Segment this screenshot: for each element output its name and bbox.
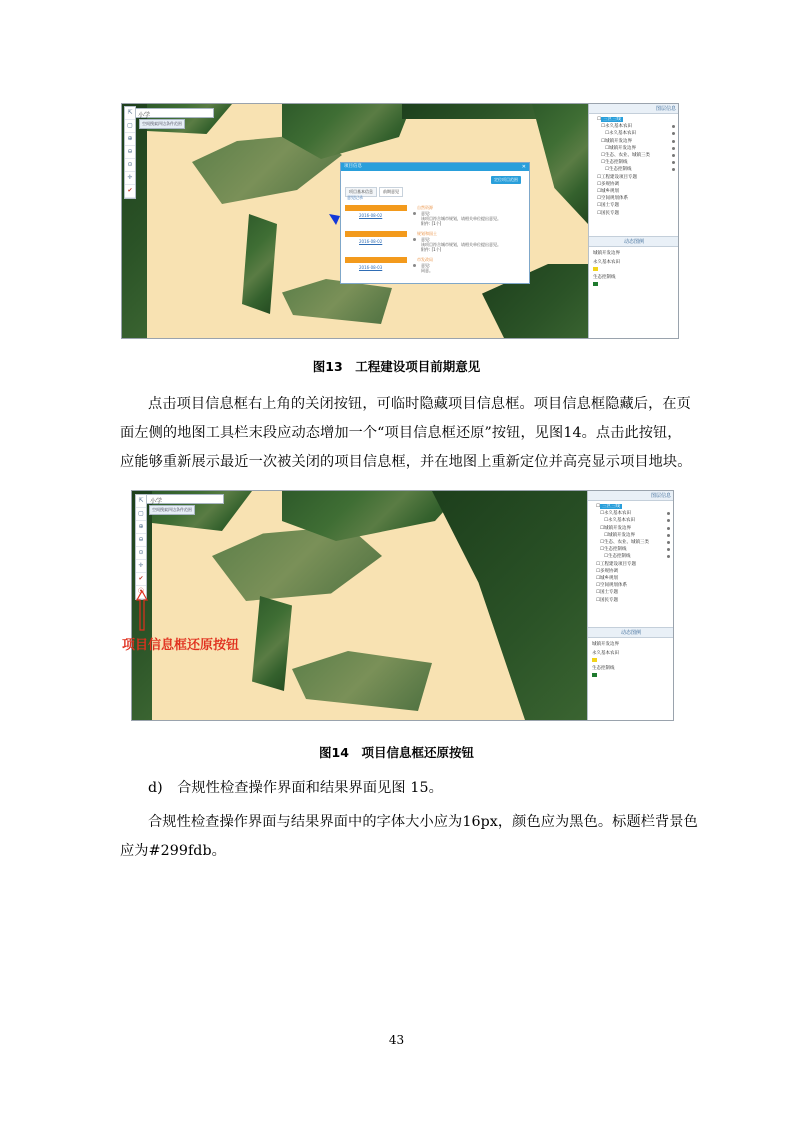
checkbox-icon[interactable]: ☐ [605,167,610,173]
layer-tree-item[interactable] [588,532,674,539]
record-department: 自然资源 [417,205,433,210]
layer-visibility-icon[interactable] [667,519,670,522]
layer-tree-item[interactable] [588,568,674,575]
legend-label: 城镇开发边界 [593,251,620,256]
layer-label: 生态控制线 [608,554,631,560]
layer-visibility-icon[interactable] [667,527,670,530]
checkbox-icon[interactable]: ☐ [600,511,605,517]
paragraph-line: 应能够重新展示最近一次被关闭的项目信息框，并在地图上重新定位并高亮显示项目地块。 [120,454,692,470]
layer-label: 国土专题 [601,203,620,209]
restore-info-dialog-button[interactable]: ⦿ [136,586,146,599]
map-land [212,526,382,601]
map-land [242,214,277,314]
layer-label: 生态控制线 [605,160,628,166]
layer-panel-title: 图层信息 [588,491,674,501]
layer-tree-item[interactable] [588,561,674,568]
record-department: 规划和国土 [417,231,437,236]
opinion-record [345,257,521,287]
figure-14-screenshot [131,490,674,721]
layer-label: 永久基本农田 [605,124,633,130]
map-land [402,104,542,119]
layer-tree-item[interactable] [589,181,679,188]
search-input[interactable]: 小学 [134,108,214,118]
map-tool-button[interactable]: ⇱ [125,107,135,120]
figure-13-caption: 图13 工程建设项目前期意见 [312,359,481,374]
map-tool-button[interactable]: ▢ [125,120,135,133]
record-body [421,237,521,253]
map-tool-button[interactable]: ▢ [136,508,146,521]
project-info-dialog [340,162,530,284]
record-body [421,211,521,227]
layer-label: 城乡规划 [601,189,620,195]
checkbox-icon[interactable]: ☐ [596,504,601,509]
layer-panel [588,104,679,338]
checkbox-icon[interactable]: ☐ [597,189,602,195]
paragraph-line: 应为#299fdb。 [120,843,226,859]
map-land [432,491,587,720]
layer-label: 国民专题 [600,597,619,603]
record-line: 意见: [421,237,431,242]
legend-swatch [593,267,598,271]
layer-label: 工程建设项目专题 [600,561,637,567]
layer-visibility-icon[interactable] [672,140,675,143]
layer-tree-item[interactable] [589,123,679,130]
map-tool-button[interactable]: ⊙ [125,159,135,172]
checkbox-icon[interactable]: ☐ [601,153,606,159]
layer-tree-item[interactable] [588,546,674,553]
layer-visibility-icon[interactable] [667,541,670,544]
layer-tree-item[interactable] [588,582,674,589]
legend-swatch [593,282,598,286]
layer-label: 空间规划体系 [600,583,628,589]
layer-visibility-icon[interactable] [667,548,670,551]
layer-tree-item[interactable] [589,195,679,202]
checkbox-icon[interactable]: ☐ [604,554,609,560]
timeline-dot-icon [413,238,416,241]
checkbox-icon[interactable]: ☐ [597,210,602,216]
layer-label: 三区三线 [603,117,622,122]
layer-tree-item[interactable] [589,202,679,209]
search-hint: 空间搜索四边条件范围 [139,119,185,129]
figure-13-screenshot [121,103,679,339]
layer-visibility-icon[interactable] [672,132,675,135]
paragraph-line: 合规性检查操作界面与结果界面中的字体大小应为16px，颜色应为黑色。标题栏背景色 [148,814,698,830]
locate-project-button[interactable]: 定位项目范围 [491,176,521,184]
close-icon[interactable]: ✕ [521,164,526,170]
page-number: 43 [388,1033,405,1047]
record-date-link[interactable]: 2016-08-02 [359,213,383,218]
record-department: 市发改局 [417,257,433,262]
map-tool-button[interactable]: ⊖ [136,534,146,547]
map-tool-button[interactable]: ✔ [136,573,146,586]
layer-label: 城镇开发边界 [604,525,632,531]
map-toolbar [135,494,147,600]
layer-tree-item[interactable] [588,510,674,517]
project-location-marker [327,212,341,226]
checkbox-icon[interactable]: ☐ [605,145,610,151]
dialog-title-bar [341,163,529,171]
map-land [532,104,588,224]
checkbox-icon[interactable]: ☐ [596,561,601,567]
layer-tree-item[interactable] [589,145,679,152]
checkbox-icon[interactable]: ☐ [596,568,601,574]
record-date-link[interactable]: 2016-08-02 [359,239,383,244]
tab-basic-info[interactable]: 项目基本信息 [345,187,377,197]
layer-visibility-icon[interactable] [667,534,670,537]
layer-visibility-icon[interactable] [672,161,675,164]
checkbox-icon[interactable]: ☐ [597,196,602,202]
search-hint: 空间搜索四边条件范围 [149,505,195,515]
layer-tree-item[interactable] [589,210,679,217]
layer-panel-title: 图层信息 [589,104,679,114]
checkbox-icon[interactable]: ☐ [596,576,601,582]
tab-preliminary-opinions[interactable]: 前期意见 [379,187,403,197]
layer-tree-item[interactable] [589,138,679,145]
record-org-bar [345,231,407,237]
layer-tree-item[interactable] [588,589,674,596]
layer-tree-item[interactable] [588,575,674,582]
layer-tree-item[interactable] [588,503,674,510]
arrow-up-icon [135,590,149,632]
layer-tree-item[interactable] [589,159,679,166]
layer-tree-item[interactable] [588,553,674,560]
checkbox-icon[interactable]: ☐ [597,117,602,122]
layer-label: 国民专题 [601,210,620,216]
layer-visibility-icon[interactable] [672,147,675,150]
legend-swatch [592,673,597,677]
paragraph-line: 点击项目信息框右上角的关闭按钮，可临时隐藏项目信息框。项目信息框隐藏后，在页 [148,396,691,412]
record-line: 同意。 [421,268,433,274]
layer-tree-item[interactable] [589,166,679,173]
legend-label: 永久基本农田 [593,260,620,265]
map-tool-button[interactable]: ✛ [136,560,146,573]
layer-tree-item[interactable] [589,174,679,181]
dialog-title: 项目信息 [344,164,362,169]
record-body [421,263,521,273]
checkbox-icon[interactable]: ☐ [601,138,606,144]
record-line: 该项目符合城市规划，请相关单位提出意见。 [421,216,501,222]
record-line[interactable]: 附件: [1个] [421,247,442,253]
layer-visibility-icon[interactable] [672,154,675,157]
layer-label: 永久基本农田 [608,518,636,524]
map-tool-button[interactable]: ⊙ [136,547,146,560]
layer-label: 生态、农业、城镇三类 [605,153,651,159]
layer-visibility-icon[interactable] [667,555,670,558]
layer-visibility-icon[interactable] [667,512,670,515]
checkbox-icon[interactable]: ☐ [604,532,609,538]
map-tool-button[interactable]: ✛ [125,172,135,185]
figure-14-caption: 图14 项目信息框还原按钮 [319,745,474,760]
legend-title: 动态图例 [588,628,674,638]
legend-title: 动态图例 [589,237,679,247]
layer-tree-item[interactable] [589,116,679,123]
map-land [292,651,432,711]
checkbox-icon[interactable]: ☐ [601,124,606,130]
layer-label: 生态控制线 [609,167,632,173]
layer-tree-item[interactable] [588,517,674,524]
map-toolbar [124,106,136,199]
layer-label: 空间规划体系 [601,196,629,202]
checkbox-icon[interactable]: ☐ [605,131,610,137]
record-line: 意见: [421,211,431,216]
record-date-link[interactable]: 2016-08-03 [359,265,383,270]
restore-button-annotation: 项目信息框还原按钮 [122,638,240,653]
list-item-d: d) 合规性检查操作界面和结果界面见图 15。 [148,780,443,796]
checkbox-icon[interactable]: ☐ [600,547,605,553]
map-tool-button[interactable]: ⊕ [125,133,135,146]
layer-label: 城镇开发边界 [609,145,637,151]
layer-label: 永久基本农田 [604,511,632,517]
layer-tree-item[interactable] [588,597,674,604]
layer-visibility-icon[interactable] [672,168,675,171]
paragraph-line: 面左侧的地图工具栏末段应动态增加一个“项目信息框还原”按钮，见图14。点击此按钮， [120,425,682,441]
record-org-bar [345,257,407,263]
layer-label: 工程建设项目专题 [601,174,638,180]
checkbox-icon[interactable]: ☐ [597,174,602,180]
layer-label: 永久基本农田 [609,131,637,137]
checkbox-icon[interactable]: ☐ [596,590,601,596]
legend-label: 生态控制线 [592,666,615,671]
record-org-bar [345,205,407,211]
layer-label: 城乡规划 [600,576,619,582]
layer-tree-item[interactable] [589,188,679,195]
layer-panel [587,491,674,720]
checkbox-icon[interactable]: ☐ [596,583,601,589]
layer-label: 生态、农业、城镇三类 [604,540,650,546]
layer-label: 多规协调 [601,181,620,187]
search-input[interactable]: 小学 [146,494,224,504]
legend-label: 生态控制线 [593,275,616,280]
checkbox-icon[interactable]: ☐ [601,160,606,166]
layer-label: 城镇开发边界 [605,138,633,144]
map-tool-button[interactable]: ✔ [125,185,135,198]
timeline-dot-icon [413,264,416,267]
checkbox-icon[interactable]: ☐ [600,540,605,546]
checkbox-icon[interactable]: ☐ [597,181,602,187]
map-tool-button[interactable]: ⇱ [136,495,146,508]
layer-tree-item[interactable] [589,152,679,159]
layer-tree-item[interactable] [588,539,674,546]
layer-visibility-icon[interactable] [672,125,675,128]
record-line[interactable]: 附件: [1个] [421,221,442,227]
legend-label: 永久基本农田 [592,651,619,656]
layer-tree-item[interactable] [588,525,674,532]
layer-label: 城镇开发边界 [608,532,636,538]
checkbox-icon[interactable]: ☐ [596,597,601,603]
record-line: 该项目符合城市规划，请相关单位提出意见。 [421,242,501,248]
layer-label: 多规协调 [600,568,619,574]
legend-swatch [592,658,597,662]
map-land [252,596,292,691]
legend-label: 城镇开发边界 [592,642,619,647]
checkbox-icon[interactable]: ☐ [604,518,609,524]
checkbox-icon[interactable]: ☐ [597,203,602,209]
map-tool-button[interactable]: ⊕ [136,521,146,534]
layer-label: 生态控制线 [604,547,627,553]
layer-label: 国土专题 [600,590,619,596]
layer-label: 三区三线 [602,504,621,509]
timeline-dot-icon [413,212,416,215]
opinion-records-label: 意见记录 [347,195,363,200]
checkbox-icon[interactable]: ☐ [600,525,605,531]
layer-tree-item[interactable] [589,130,679,137]
map-tool-button[interactable]: ⊖ [125,146,135,159]
record-line: 意见: [421,263,431,268]
